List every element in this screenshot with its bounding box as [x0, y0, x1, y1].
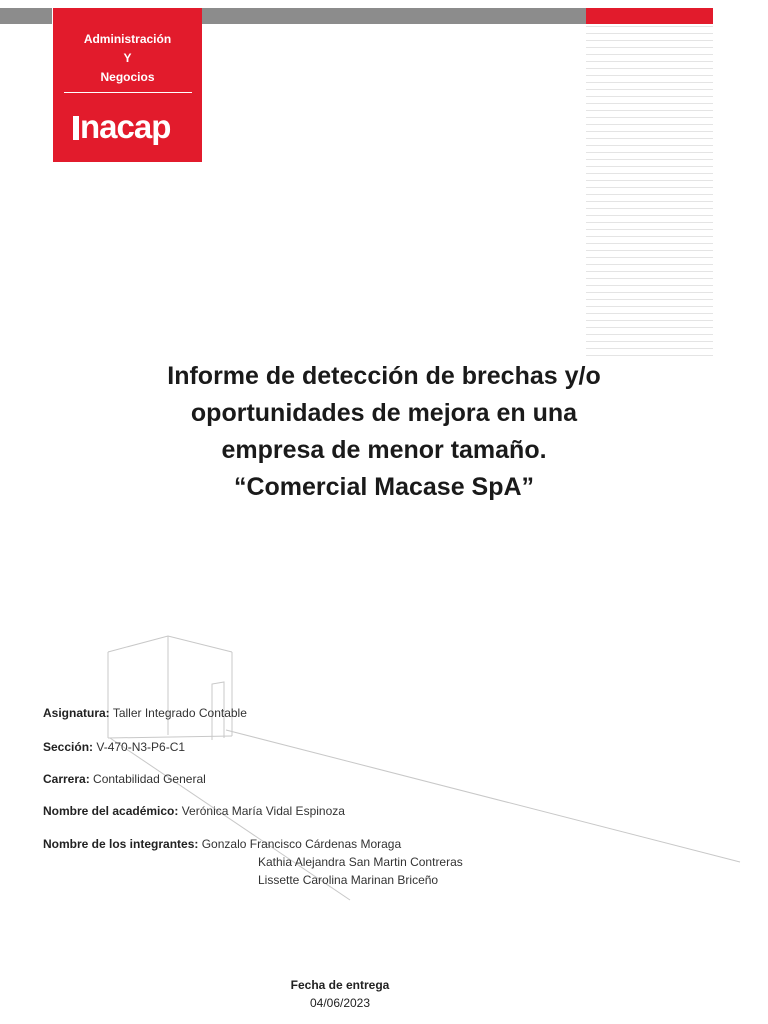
academico-label: Nombre del académico:	[43, 804, 179, 818]
field-seccion	[43, 740, 185, 754]
field-carrera	[43, 772, 206, 786]
title-line-1: Informe de detección de brechas y/o	[167, 362, 601, 390]
carrera-value: Contabilidad General	[93, 772, 206, 786]
field-integrantes	[43, 837, 401, 851]
report-title	[120, 358, 648, 506]
delivery-label: Fecha de entrega	[290, 978, 390, 992]
asignatura-value: Taller Integrado Contable	[112, 706, 247, 720]
brand-line-3: Negocios	[100, 70, 155, 84]
seccion-label: Sección:	[43, 740, 94, 754]
title-line-2: oportunidades de mejora en una	[190, 399, 578, 427]
brand-line-1: Administración	[83, 32, 172, 46]
integrante-3: Lissette Carolina Marinan Briceño	[258, 873, 439, 887]
integrante-2: Kathia Alejandra San Martin Contreras	[258, 855, 463, 869]
brand-line-2: Y	[123, 51, 132, 65]
logo-text: nacap	[80, 108, 171, 145]
delivery-date: 04/06/2023	[309, 996, 371, 1010]
title-line-3: empresa de menor tamaño.	[221, 436, 547, 464]
title-line-4: “Comercial Macase SpA”	[233, 473, 535, 501]
academico-value: Verónica María Vidal Espinoza	[181, 804, 345, 818]
carrera-label: Carrera:	[43, 772, 90, 786]
integrantes-label: Nombre de los integrantes:	[43, 837, 199, 851]
asignatura-label: Asignatura:	[43, 706, 110, 720]
seccion-value: V-470-N3-P6-C1	[96, 740, 186, 754]
field-asignatura	[43, 706, 247, 720]
integrante-1: Gonzalo Francisco Cárdenas Moraga	[201, 837, 402, 851]
delivery-block	[270, 976, 410, 1012]
field-academico	[43, 804, 345, 818]
